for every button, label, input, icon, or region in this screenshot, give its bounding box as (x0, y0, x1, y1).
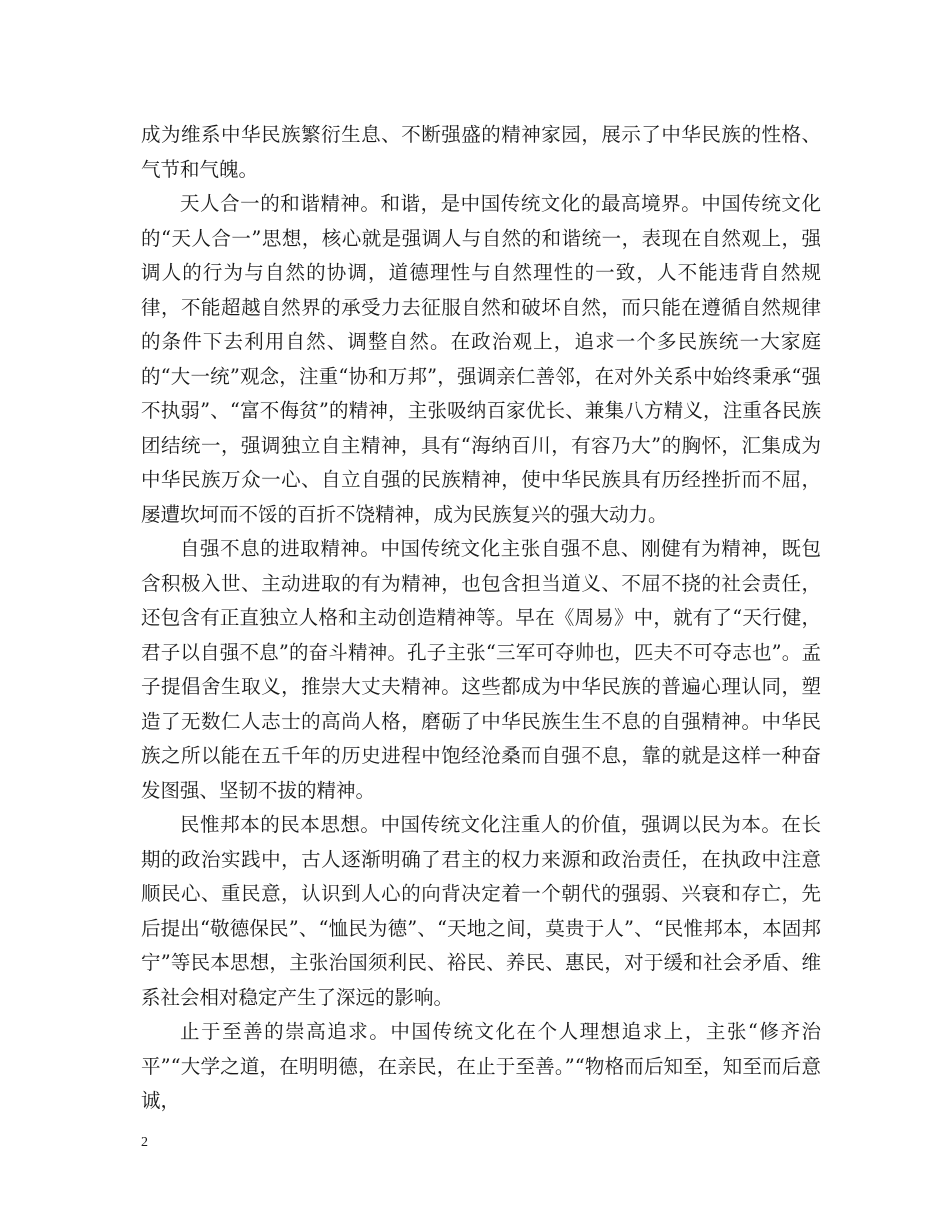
paragraph-harmony-spirit: 天人合一的和谐精神。和谐，是中国传统文化的最高境界。中国传统文化的“天人合一”思想，核心就是强调人与自然的和谐统一，表现在自然观上，强调人的行为与自然的协调，道德理性与自然理性的一致，人不能违背自然规律，不能超越自然界的承受力去征服自然和破坏自然，而只能在遵循自然规律的条件下去利用自然、调整自然。在政治观上，追求一个多民族统一大家庭的“大一统”观念，注重“协和万邦”，强调亲仁善邻，在对外关系中始终秉承“强不执弱”、“富不侮贫”的精神，主张吸纳百家优长、兼集八方精义，注重各民族团结统一，强调独立自主精神，具有“海纳百川，有容乃大”的胸怀，汇集成为中华民族万众一心、自立自强的民族精神，使中华民族具有历经挫折而不屈，屡遭坎坷而不馁的百折不饶精神，成为民族复兴的强大动力。 (141, 192, 821, 526)
page-number: 2 (141, 1135, 148, 1150)
body-text (141, 118, 821, 1119)
paragraph-continuation: 成为维系中华民族繁衍生息、不断强盛的精神家园，展示了中华民族的性格、气节和气魄。 (141, 123, 821, 181)
paragraph-people-oriented-thought: 民惟邦本的民本思想。中国传统文化注重人的价值，强调以民为本。在长期的政治实践中，古人逐渐明确了君主的权力来源和政治责任，在执政中注意顺民心、重民意，认识到人心的向背决定着一个朝代的强弱、兴衰和存亡，先后提出“敬德保民”、“恤民为德”、“天地之间，莫贵于人”、“民惟邦本，本固邦宁”等民本思想，主张治国须利民、裕民、养民、惠民，对于缓和社会矛盾、维系社会相对稳定产生了深远的影响。 (141, 813, 821, 1009)
paragraph-self-improvement-spirit: 自强不息的进取精神。中国传统文化主张自强不息、刚健有为精神，既包含积极入世、主动进取的有为精神，也包含担当道义、不屈不挠的社会责任，还包含有正直独立人格和主动创造精神等。早在《周易》中，就有了“天行健，君子以自强不息”的奋斗精神。孔子主张“三军可夺帅也，匹夫不可夺志也”。孟子提倡舍生取义，推崇大丈夫精神。这些都成为中华民族的普遍心理认同，塑造了无数仁人志士的高尚人格，磨砺了中华民族生生不息的自强精神。中华民族之所以能在五千年的历史进程中饱经沧桑而自强不息，靠的就是这样一种奋发图强、坚韧不拔的精神。 (141, 537, 821, 802)
paragraph-supreme-good-pursuit: 止于至善的崇高追求。中国传统文化在个人理想追求上，主张“修齐治平”“大学之道，在明明德，在亲民，在止于至善。”“物格而后知至，知至而后意诚， (141, 1020, 821, 1112)
